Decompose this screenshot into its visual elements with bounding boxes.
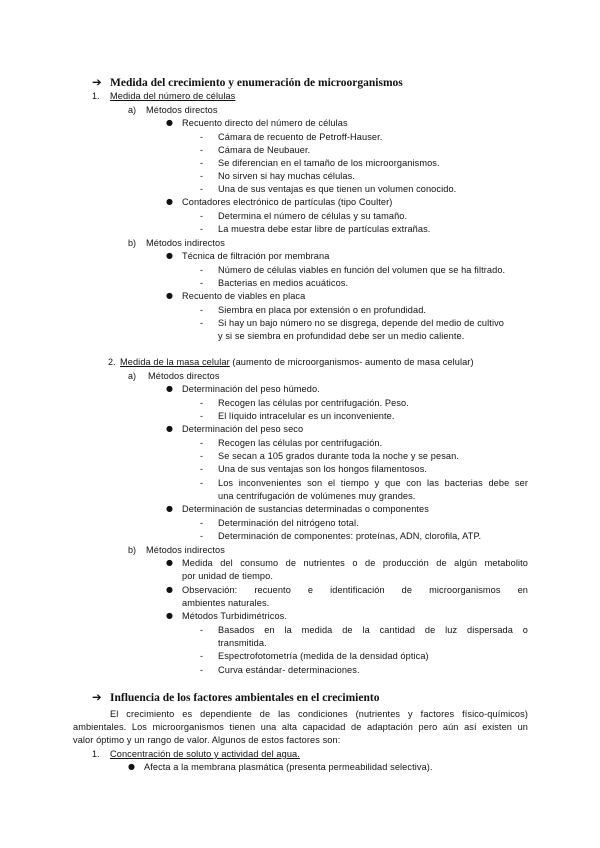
list-item: Determinación del nitrógeno total. (218, 518, 359, 528)
list-item-continuation: ambientes naturales. (182, 598, 270, 608)
heading-text: Medida del crecimiento y enumeración de microorganismos (110, 77, 403, 89)
arrow-icon: ➔ (92, 690, 102, 704)
dash-icon: - (200, 398, 203, 408)
list-item: Curva estándar- determinaciones. (218, 665, 360, 675)
list-item: Bacterias en medios acuáticos. (218, 278, 349, 288)
dash-icon: - (200, 211, 203, 221)
arrow-icon: ➔ (92, 75, 102, 89)
list-number: 2. (108, 357, 116, 367)
list-item: Recogen las células por centrifugación. (218, 438, 383, 448)
subsection-title: Concentración de soluto y actividad del agua. (110, 749, 300, 759)
dash-icon: - (200, 478, 203, 488)
list-item: Recuento directo del número de células (182, 118, 348, 128)
list-item: Número de células viables en función del volumen que se ha filtrado. (218, 265, 506, 275)
bullet-icon: ● (166, 118, 173, 127)
list-item-continuation: y si se siembra en profundidad debe ser un medio caliente. (218, 331, 465, 341)
bullet-icon: ● (166, 251, 173, 260)
section-heading-environment (92, 690, 379, 705)
method-title: Métodos indirectos (146, 238, 225, 248)
list-number: 1. (92, 749, 100, 759)
list-letter: b) (128, 238, 137, 248)
list-item: Los inconvenientes son el tiempo y que con las bacterias debe ser (218, 478, 528, 488)
bullet-icon: ● (166, 585, 173, 594)
list-letter: a) (128, 371, 137, 381)
list-item: Cámara de Neubauer. (218, 145, 311, 155)
list-item: Basados en la medida de la cantidad de luz dispersada o (218, 625, 528, 635)
subsection-title: Medida del número de células (110, 91, 236, 101)
dash-icon: - (200, 278, 203, 288)
list-item-continuation: transmitida. (218, 638, 267, 648)
dash-icon: - (200, 651, 203, 661)
bullet-icon: ● (166, 197, 173, 206)
list-item: Una de sus ventajas son los hongos filamentosos. (218, 464, 428, 474)
list-item: Si hay un bajo número no se disgrega, depende del medio de cultivo (218, 318, 504, 328)
list-item: Se secan a 105 grados durante toda la noche y se pesan. (218, 451, 459, 461)
dash-icon: - (200, 265, 203, 275)
list-item: No sirven si hay muchas células. (218, 171, 355, 181)
paragraph-line: ambientales. Los microorganismos tienen una alta capacidad de adaptación pero aún así existen un (73, 722, 528, 732)
list-item: Recogen las células por centrifugación. Peso. (218, 398, 409, 408)
subsection-title (120, 356, 474, 368)
list-item: Siembra en placa por extensión o en profundidad. (218, 305, 427, 315)
bullet-icon: ● (166, 611, 173, 620)
dash-icon: - (200, 318, 203, 328)
section-heading-measurement (92, 75, 403, 90)
dash-icon: - (200, 411, 203, 421)
heading-text: Influencia de los factores ambientales en el crecimiento (110, 692, 380, 704)
dash-icon: - (200, 665, 203, 675)
list-item: Determinación de componentes: proteínas, ADN, clorofila, ATP. (218, 531, 482, 541)
list-letter: b) (128, 545, 137, 555)
dash-icon: - (200, 171, 203, 181)
method-title: Métodos indirectos (146, 545, 225, 555)
list-item: Contadores electrónico de partículas (tipo Coulter) (182, 197, 393, 207)
dash-icon: - (200, 438, 203, 448)
bullet-icon: ● (166, 424, 173, 433)
subsection-title-note: (aumento de microorganismos- aumento de masa celular) (232, 357, 474, 367)
list-item: Técnica de filtración por membrana (182, 251, 330, 261)
bullet-icon: ● (166, 384, 173, 393)
list-item: La muestra debe estar libre de partículas extrañas. (218, 224, 431, 234)
method-title: Métodos directos (146, 105, 218, 115)
list-item: Se diferencian en el tamaño de los microorganismos. (218, 158, 440, 168)
dash-icon: - (200, 625, 203, 635)
bullet-icon: ● (166, 504, 173, 513)
dash-icon: - (200, 224, 203, 234)
list-item: Determinación de sustancias determinadas o componentes (182, 504, 429, 514)
list-item: Afecta a la membrana plasmática (presenta permeabilidad selectiva). (144, 762, 433, 772)
list-number: 1. (92, 91, 100, 101)
list-item: Determinación del peso seco (182, 424, 304, 434)
dash-icon: - (200, 132, 203, 142)
list-item: Una de sus ventajas es que tienen un volumen conocido. (218, 184, 457, 194)
dash-icon: - (200, 464, 203, 474)
bullet-icon: ● (166, 291, 173, 300)
subsection-title-underlined: Medida de la masa celular (120, 357, 230, 367)
bullet-icon: ● (166, 558, 173, 567)
dash-icon: - (200, 518, 203, 528)
list-item: Cámara de recuento de Petroff-Hauser. (218, 132, 383, 142)
list-item: Recuento de viables en placa (182, 291, 306, 301)
list-item: Observación: recuento e identificación de microorganismos en (182, 585, 528, 595)
list-item: Medida del consumo de nutrientes o de producción de algún metabolito (182, 558, 528, 568)
list-item: Determina el número de células y su tamaño. (218, 211, 408, 221)
list-item: Métodos Turbidimétricos. (182, 611, 288, 621)
list-item-continuation: una centrifugación de volúmenes muy grandes. (218, 491, 416, 501)
dash-icon: - (200, 145, 203, 155)
list-item: El líquido intracelular es un inconveniente. (218, 411, 395, 421)
method-title: Métodos directos (148, 371, 220, 381)
dash-icon: - (200, 451, 203, 461)
dash-icon: - (200, 158, 203, 168)
dash-icon: - (200, 305, 203, 315)
list-item-continuation: por unidad de tiempo. (182, 571, 273, 581)
paragraph-line: valor óptimo y un rango de valor. Algunos de estos factores son: (73, 735, 341, 745)
list-item: Espectrofotometría (medida de la densidad óptica) (218, 651, 429, 661)
bullet-icon: ● (128, 762, 135, 771)
list-item: Determinación del peso húmedo. (182, 384, 320, 394)
paragraph-line: El crecimiento es dependiente de las condiciones (nutrientes y factores físico-químicos) (110, 709, 528, 719)
dash-icon: - (200, 184, 203, 194)
list-letter: a) (128, 105, 137, 115)
dash-icon: - (200, 531, 203, 541)
